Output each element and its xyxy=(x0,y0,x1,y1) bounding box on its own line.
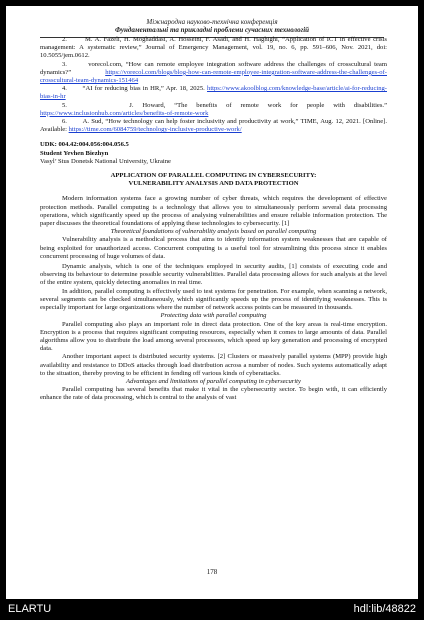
reference-item xyxy=(40,36,387,61)
reference-link[interactable]: https://time.com/6084759/technology-inclusive-productive-work/ xyxy=(68,126,242,134)
author-affiliation: Vasyl’ Stus Donetsk National University, Ukraine xyxy=(40,157,171,165)
author-name: Student Yevhen Biezhyn xyxy=(40,149,109,157)
viewer-footer xyxy=(0,599,424,620)
section-heading: Advantages and limitations of parallel computing in cybersecurity xyxy=(126,377,301,385)
body-paragraph: In addition, parallel computing is effectively used to test systems for penetration. For example, when scanning a network, several segments can be checked simultaneously, which significantly speeds up the process of identifying weaknesses. This is especially important for large organizations where the number of network access points can be measured in thousands. xyxy=(40,287,387,312)
reference-item xyxy=(40,61,387,86)
header-conference: Міжнародна науково-технічна конференція xyxy=(146,18,278,26)
reference-item xyxy=(40,102,387,118)
body-paragraph: Parallel computing has several benefits that make it vital in the cybersecurity sector. To begin with, it can efficiently enhance the rate of data processing, which is central to the analysis of vast xyxy=(40,386,387,402)
document-page xyxy=(6,6,418,599)
reference-text: 5. J. Howard, “The benefits of remote work for people with disabilities.” xyxy=(62,101,387,109)
page-content xyxy=(40,36,387,403)
running-header xyxy=(6,18,418,34)
reference-list xyxy=(40,36,387,134)
reference-link[interactable]: https://www.akoolblog.com/knowledge-base/article/ai-for-reducing-bias-in-hr xyxy=(40,85,387,101)
page-number: 178 xyxy=(206,568,218,576)
body-paragraph: Parallel computing also plays an important role in direct data protection. One of the key areas is real-time encryption. Encryption is a process that requires significant computing resources, especially when it comes to large amounts of data. Parallel algorithms allow you to distribute the load among several processors, which speed up key generation and processing of encrypted data. xyxy=(40,320,387,353)
reference-text: 4. “AI for reducing bias in HR,” Apr. 18, 2025. xyxy=(62,85,208,93)
article-body xyxy=(40,195,387,402)
article-title xyxy=(40,172,387,188)
reference-text: 2. M. A. Fazeli, H. Moghaddasi, A. Hosseini, F. Asadi, and H. Haghighi, “Application of ICT in effective crisis management: A systematic review,” Journal of Emergency Management, vol. 19, no. 6, pp. 591–606, Nov. 2021, doi: 10.5055/jem.0612. xyxy=(40,36,387,60)
body-paragraph: Modern information systems face a growing number of cyber threats, which requires the development of effective protection methods. Parallel computing is a technology that allows you to simultaneously perform several data processing operations, which significantly speed up the process of analysing vulnerabilities and ensure reliable information protection. The paper discusses the theoretical foundations of applying these technologies to cybersecurity. [1] xyxy=(40,195,387,228)
header-title: Фундаментальні та прикладні проблеми сучасних технологій xyxy=(114,26,310,34)
reference-link[interactable]: https://vorecol.com/blogs/blog-how-can-remote-employee-integration-software-address-the-challenges-of-crosscultural-team-dynamics-151464 xyxy=(40,68,387,85)
reference-item xyxy=(40,118,387,134)
body-paragraph: Vulnerability analysis is a methodical process that aims to identify information system weaknesses that are capable of being exploited for unauthorized access. Concurrent computing is a useful tool for streamlining this process since it enables concurrent processing of huge volumes of data. xyxy=(40,236,387,260)
title-line: VULNERABILITY ANALYSIS AND DATA PROTECTION xyxy=(128,180,299,188)
title-line: APPLICATION OF PARALLEL COMPUTING IN CYBERSECURITY: xyxy=(110,172,317,180)
reference-text: 6. A. Sud, “How technology can help foster inclusivity and productivity at work,” TIME, Aug. 12, 2021. [Online]. Available: xyxy=(40,118,387,134)
udk-code: UDK: 004.42:004.056:004.056.5 xyxy=(40,141,129,149)
section-heading: Theoretical foundations of vulnerability analysis based on parallel computing xyxy=(110,228,317,236)
reference-link[interactable]: https://www.inclusionhub.com/articles/benefits-of-remote-work xyxy=(40,109,209,117)
section-heading: Protecting data with parallel computing xyxy=(160,312,267,320)
reference-text: 3. vorecol.com, “How can remote employee integration software address the challenges of crosscultural team dynamics?” xyxy=(40,60,387,76)
repository-name: ELARTU xyxy=(8,603,52,615)
handle-id: hdl:lib/48822 xyxy=(353,603,416,615)
body-paragraph: Another important aspect is distributed security systems. [2] Clusters or massively parallel systems (MPP) provide high availability and resistance to DDoS attacks through load distribution across a number of nodes. Such systems automatically adapt to the situation, thereby proving to be efficient in fending off various kinds of cyberattacks. xyxy=(40,353,387,377)
body-paragraph: Dynamic analysis, which is one of the techniques employed in security audits, [1] consists of executing code and observing its behaviour to determine possible security vulnerabilities. Parallel data processing allows for such analysis at the level of the entire system, quickly detecting anomalies in real time. xyxy=(40,263,387,287)
reference-item xyxy=(40,85,387,101)
